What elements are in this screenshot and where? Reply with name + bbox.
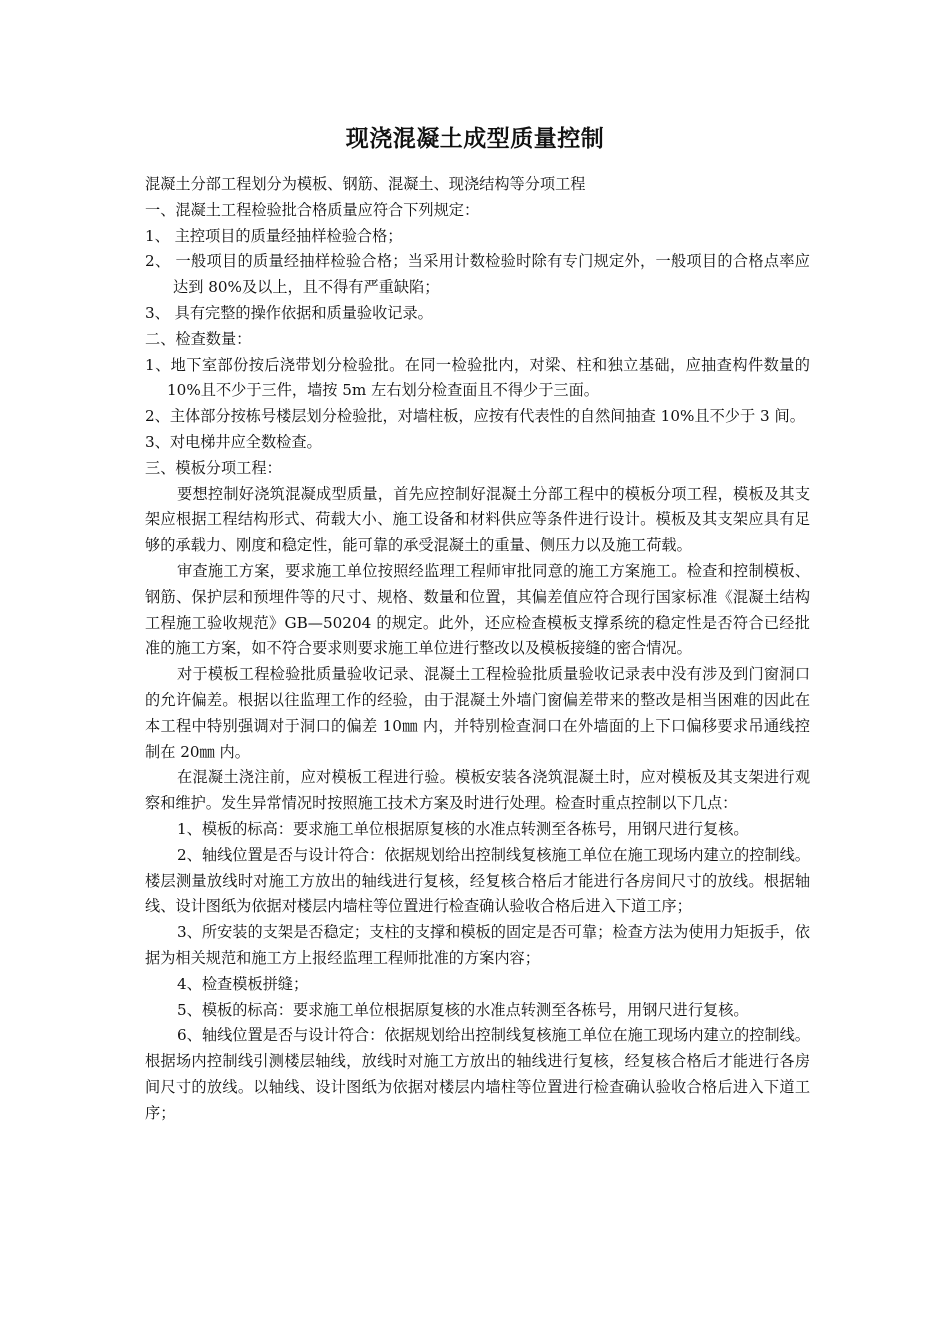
list-item: 3、对电梯井应全数检查。	[145, 432, 322, 451]
check-item: 2、轴线位置是否与设计符合：依据规划给出控制线复核施工单位在施工现场内建立的控制线。楼层测量放线时对施工方放出的轴线进行复核，经复核合格后才能进行各房间尺寸的放线。根据轴线、设计图纸为依据对楼层内墙柱等位置进行检查确认验收合格后进入下道工序；	[145, 845, 810, 916]
section-heading-2: 二、检查数量：	[145, 329, 252, 348]
body-paragraph: 要想控制好浇筑混凝成型质量，首先应控制好混凝土分部工程中的模板分项工程，模板及其支架应根据工程结构形式、荷载大小、施工设备和材料供应等条件进行设计。模板及其支架应具有足够的承载力、刚度和稳定性，能可靠的承受混凝土的重量、侧压力以及施工荷载。	[145, 484, 810, 555]
check-item: 6、轴线位置是否与设计符合：依据规划给出控制线复核施工单位在施工现场内建立的控制线。根据场内控制线引测楼层轴线，放线时对施工方放出的轴线进行复核，经复核合格后才能进行各房间尺寸的放线。以轴线、设计图纸为依据对楼层内墙柱等位置进行检查确认验收合格后进入下道工序；	[145, 1026, 810, 1122]
check-item: 3、所安装的支架是否稳定；支柱的支撑和模板的固定是否可靠；检查方法为使用力矩扳手，依据为相关规范和施工方上报经监理工程师批准的方案内容；	[145, 923, 810, 967]
section-heading-1: 一、混凝土工程检验批合格质量应符合下列规定：	[145, 200, 480, 219]
document-body	[145, 172, 810, 1126]
list-item: 1、 主控项目的质量经抽样检验合格；	[145, 226, 403, 245]
list-item: 2、主体部分按栋号楼层划分检验批，对墙柱板，应按有代表性的自然间抽查 10%且不少于 3 间。	[145, 407, 805, 426]
list-item: 2、 一般项目的质量经抽样检验合格；当采用计数检验时除有专门规定外，一般项目的合格点率应达到 80%及以上，且不得有严重缺陷；	[145, 252, 810, 297]
body-paragraph: 在混凝土浇注前，应对模板工程进行验。模板安装各浇筑混凝土时，应对模板及其支架进行观察和维护。发生异常情况时按照施工技术方案及时进行处理。检查时重点控制以下几点：	[145, 768, 810, 813]
list-item: 3、 具有完整的操作依据和质量验收记录。	[145, 303, 433, 322]
check-item: 1、模板的标高：要求施工单位根据原复核的水准点转测至各栋号，用钢尺进行复核。	[177, 819, 749, 838]
check-item: 5、模板的标高：要求施工单位根据原复核的水准点转测至各栋号，用钢尺进行复核。	[177, 1000, 749, 1019]
section-heading-3: 三、模板分项工程：	[145, 458, 282, 477]
body-paragraph: 审查施工方案，要求施工单位按照经监理工程师审批同意的施工方案施工。检查和控制模板、钢筋、保护层和预埋件等的尺寸、规格、数量和位置，其偏差值应符合现行国家标准《混凝土结构工程施工验收规范》GB—50204 的规定。此外，还应检查模板支撑系统的稳定性是否符合已经批准的施工方案，如不符合要求则要求施工单位进行整改以及模板接缝的密合情况。	[145, 561, 810, 658]
intro-paragraph: 混凝土分部工程划分为模板、钢筋、混凝土、现浇结构等分项工程	[145, 175, 586, 193]
document-title: 现浇混凝土成型质量控制	[345, 126, 605, 152]
list-item: 1、地下室部份按后浇带划分检验批。在同一检验批内，对梁、柱和独立基础，应抽查构件数量的 10%且不少于三件，墙按 5m 左右划分检查面且不得少于三面。	[145, 355, 810, 400]
check-item: 4、检查模板拼缝；	[177, 974, 309, 993]
body-paragraph: 对于模板工程检验批质量验收记录、混凝土工程检验批质量验收记录表中没有涉及到门窗洞口的允许偏差。根据以往监理工作的经验，由于混凝土外墙门窗偏差带来的整改是相当困难的因此在本工程中特别强调对于洞口的偏差 10㎜ 内，并特别检查洞口在外墙面的上下口偏移要求吊通线控制在 20㎜ 内。	[145, 665, 810, 761]
